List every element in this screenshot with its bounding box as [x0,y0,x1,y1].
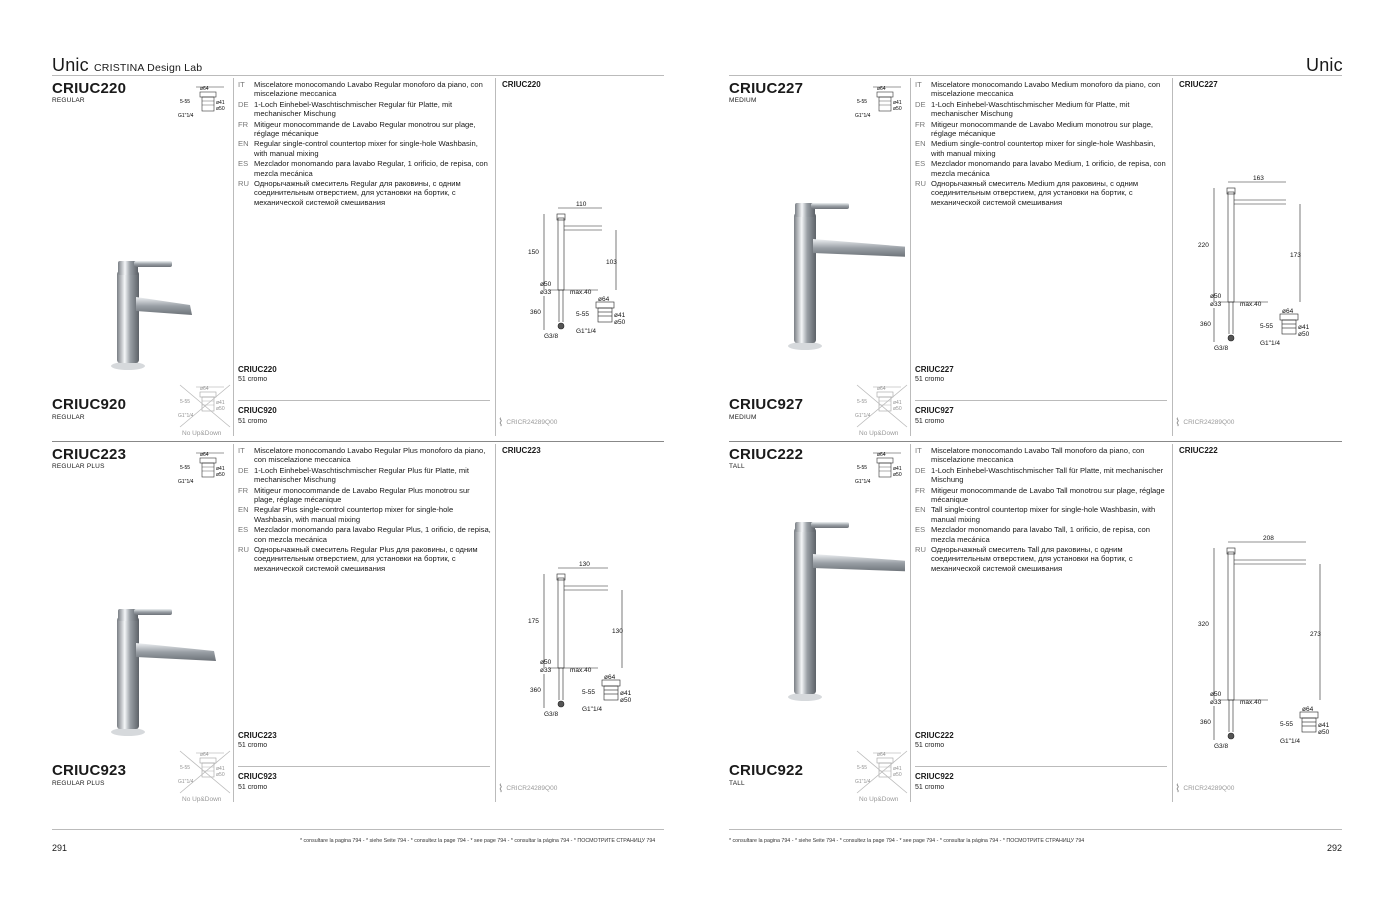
svg-text:G3/8: G3/8 [1214,345,1229,352]
product-code: CRIUC223 [52,446,127,463]
svg-text:ø41: ø41 [893,400,902,406]
svg-text:ø50: ø50 [1210,691,1222,698]
technical-drawing [1184,174,1384,374]
description-text: Tall single-control countertop mixer for single-hole Washbasin, with manual mixing [931,505,1156,524]
svg-text:ø64: ø64 [1302,706,1314,713]
svg-text:G1"1/4: G1"1/4 [178,479,194,485]
description-text: 1-Loch Einhebel-Waschtischmischer Regular Plus für Platte, mit mechanischer Mischung [254,465,469,485]
language-code: IT [238,446,245,455]
svg-text:ø64: ø64 [200,452,209,458]
svg-text:G1"1/4: G1"1/4 [1260,340,1281,347]
finish-alt-code: CRIUC920 [238,406,277,415]
technical-drawing [514,200,704,362]
description-row [915,486,1169,505]
language-code: ES [915,525,926,535]
description-text: Miscelatore monocomando Lavabo Medium monoforo da piano, con miscelazione meccanica [931,80,1161,99]
description-text: Однорычажный смеситель Regular Plus для раковины, с одним соединительным отверстием, для установки на бортик, с механической системой смешивания [254,545,478,573]
alt-product-variant: MEDIUM [729,414,757,421]
alt-product-code: CRIUC920 [52,396,127,413]
svg-text:163: 163 [1253,175,1264,182]
svg-text:ø41: ø41 [1318,722,1330,729]
certification-code: CRICR24289Q00 [506,419,558,426]
right-footer-note: * consultare la pagina 794 - * siehe Seite 794 - * consultez la page 794 - * see page 794 - * consultar la página 794 - * ПОСМОТРИТЕ СТРАНИЦУ 794 [729,838,1085,844]
description-text: Mitigeur monocommande de Lavabo Medium monotrou sur plage, réglage mécanique [931,119,1154,139]
description-text: Medium single-control countertop mixer for single-hole Washbasin, with manual mixing [931,139,1156,158]
left-header-rule [52,75,664,76]
svg-text:ø50: ø50 [216,772,225,778]
technical-drawing-wrap [1184,174,1384,379]
no-updown-waste-icon [855,383,909,429]
description-text: Mezclador monomando para lavabo Regular, 1 orificio, de repisa, con mezcla mecánica [254,159,488,178]
svg-text:ø50: ø50 [1210,293,1222,300]
product-variant: TALL [729,463,745,470]
no-updown-label: No Up&Down [182,796,222,803]
language-code: FR [915,485,926,495]
technical-drawing-wrap [1184,534,1394,777]
language-code: EN [238,505,249,515]
description-row [238,80,492,99]
svg-text:ø41: ø41 [614,312,626,319]
svg-text:max.40: max.40 [1240,699,1262,706]
column-divider [1172,444,1173,802]
alt-product-variant: REGULAR [52,414,85,421]
description-text: 1-Loch Einhebel-Waschtischmischer Tall für Platte, mit mechanischer Mischung [931,465,1164,485]
svg-text:ø50: ø50 [540,281,552,288]
drawing-product-code: CRIUC222 [1179,446,1218,455]
svg-text:360: 360 [1200,321,1211,328]
description-list [915,446,1169,574]
svg-text:G1"1/4: G1"1/4 [582,706,603,713]
description-row [238,100,492,119]
description-row [915,179,1169,207]
language-code: ES [238,159,249,169]
technical-drawing-wrap [514,560,704,745]
svg-text:208: 208 [1263,535,1274,542]
svg-text:ø50: ø50 [893,106,902,112]
svg-text:ø64: ø64 [200,386,209,392]
svg-text:5-55: 5-55 [582,689,596,696]
finish-label: 51 cromo [915,742,945,749]
description-text: Mitigeur monocommande de Lavabo Regular Plus monotrou sur plage, réglage mécanique [254,485,470,505]
description-text: Однорычажный смеситель Regular для раковины, с одним соединительным отверстием, для установки на бортик, с механической системой смешивания [254,179,461,207]
svg-text:273: 273 [1310,631,1321,638]
description-text: Miscelatore monocomando Lavabo Regular monoforo da piano, con miscelazione meccanica [254,80,483,99]
description-row [915,525,1169,544]
description-row [238,525,492,544]
description-text: Mitigeur monocommande de Lavabo Regular monotrou sur plage, réglage mécanique [254,119,476,139]
description-text: Miscelatore monocomando Lavabo Regular Plus monoforo da piano, con miscelazione meccanica [254,446,486,465]
product-block-criuc227 [729,78,1342,440]
svg-text:360: 360 [1200,719,1211,726]
svg-text:5-55: 5-55 [1260,323,1274,330]
waste-drawing-icon [178,83,232,129]
description-row [238,139,492,158]
language-code: RU [238,179,249,189]
technical-drawing-wrap [514,200,704,367]
svg-text:110: 110 [576,201,587,208]
certification-code: CRICR24289Q00 [1183,785,1235,792]
svg-text:ø41: ø41 [1298,324,1310,331]
language-code: EN [915,505,926,515]
svg-text:ø41: ø41 [216,466,225,472]
finish-alt-label: 51 cromo [915,418,945,425]
water-label-icon: ⌇ [1175,417,1181,429]
waste-drawing-icon [855,449,909,495]
svg-text:130: 130 [579,561,590,568]
description-text: Mezclador monomando para lavabo Tall, 1 orificio, de repisa, con mezcla mecánica [931,525,1150,544]
description-row [915,159,1169,178]
left-brand-title [52,55,202,76]
product-block-criuc222 [729,444,1342,806]
svg-text:5-55: 5-55 [180,99,191,105]
svg-text:G3/8: G3/8 [544,711,559,718]
left-page-number: 291 [52,843,68,853]
column-divider [910,444,911,802]
svg-text:5-55: 5-55 [857,99,868,105]
language-code: IT [915,80,922,89]
no-updown-waste [855,749,909,800]
description-row [238,120,492,139]
language-code: FR [238,119,249,129]
svg-text:ø41: ø41 [216,766,225,772]
svg-text:ø33: ø33 [540,667,552,674]
finish-alt-label: 51 cromo [238,784,268,791]
alt-product-code: CRIUC927 [729,396,804,413]
svg-text:ø64: ø64 [1282,308,1294,315]
language-code: EN [915,139,926,149]
description-row [915,545,1169,573]
svg-text:5-55: 5-55 [180,399,191,405]
no-updown-waste-icon [178,383,232,429]
language-code: DE [238,465,249,475]
description-row [238,505,492,524]
finish-divider [238,766,490,767]
column-divider [495,444,496,802]
column-divider [1172,78,1173,436]
svg-text:ø41: ø41 [893,466,902,472]
svg-text:5-55: 5-55 [857,765,868,771]
description-text: Mezclador monomando para lavabo Medium, 1 orificio, de repisa, con mezcla mecánica [931,159,1166,178]
description-text: Regular single-control countertop mixer for single-hole Washbasin, with manual mixing [254,139,478,158]
product-block-criuc223 [52,444,665,806]
svg-text:max.40: max.40 [570,667,592,674]
product-photo [88,183,228,388]
description-row [915,505,1169,524]
product-variant: REGULAR [52,97,85,104]
certification-code: CRICR24289Q00 [506,785,558,792]
description-text: 1-Loch Einhebel-Waschtischmischer Medium für Platte, mit mechanischer Mischung [931,99,1130,119]
no-updown-waste [178,383,232,434]
svg-text:5-55: 5-55 [576,311,590,318]
certification [1175,782,1234,795]
language-code: ES [238,525,249,535]
svg-text:G1"1/4: G1"1/4 [855,113,871,119]
no-updown-label: No Up&Down [182,430,222,437]
waste-drawing-icon [178,449,232,495]
svg-text:173: 173 [1290,252,1301,259]
svg-text:ø41: ø41 [893,100,902,106]
svg-text:175: 175 [528,618,539,625]
language-code: ES [915,159,926,169]
svg-text:G1"1/4: G1"1/4 [178,113,194,119]
svg-text:360: 360 [530,309,541,316]
finish-alt-code: CRIUC927 [915,406,954,415]
description-row [238,486,492,505]
finish-label: 51 cromo [915,376,945,383]
faucet-photo [765,514,905,714]
product-photo [765,163,905,368]
svg-text:G3/8: G3/8 [544,333,559,340]
finish-label: 51 cromo [238,376,268,383]
svg-text:ø50: ø50 [1318,729,1330,736]
alt-product-code: CRIUC922 [729,762,804,779]
svg-text:G1"1/4: G1"1/4 [1280,738,1301,745]
brand-subtitle: CRISTINA Design Lab [94,62,203,74]
svg-text:ø64: ø64 [877,386,886,392]
svg-text:max.40: max.40 [570,289,592,296]
certification [498,782,557,795]
language-code: DE [915,465,926,475]
svg-text:103: 103 [606,259,617,266]
finish-divider [915,766,1167,767]
right-footer-rule [729,829,1342,830]
alt-product-code: CRIUC923 [52,762,127,779]
faucet-photo [88,549,228,749]
finish-divider [915,400,1167,401]
left-footer-note: * consultare la pagina 794 - * siehe Seite 794 - * consultez la page 794 - * see page 794 - * consultar la página 794 - * ПОСМОТРИТЕ СТРАНИЦУ 794 [300,838,656,844]
description-text: 1-Loch Einhebel-Waschtischmischer Regular für Platte, mit mechanischer Mischung [254,99,453,119]
svg-text:ø50: ø50 [614,319,626,326]
language-code: FR [915,119,926,129]
description-row [915,80,1169,99]
language-code: EN [238,139,249,149]
no-updown-waste [178,749,232,800]
svg-text:max.40: max.40 [1240,301,1262,308]
description-text: Однорычажный смеситель Medium для раковины, с одним соединительным отверстием, для установки на бортик, с механической системой смешивания [931,179,1139,207]
description-row [238,446,492,465]
svg-text:ø41: ø41 [216,400,225,406]
description-text: Regular Plus single-control countertop mixer for single-hole Washbasin, with manual mixing [254,505,454,524]
svg-text:ø64: ø64 [200,86,209,92]
description-list [238,446,492,574]
svg-text:ø64: ø64 [604,674,616,681]
product-code: CRIUC220 [52,80,127,97]
description-list [915,80,1169,208]
no-updown-label: No Up&Down [859,430,899,437]
svg-text:5-55: 5-55 [1280,721,1294,728]
svg-text:ø64: ø64 [877,752,886,758]
waste-drawing [855,449,909,500]
svg-text:360: 360 [530,687,541,694]
description-row [238,466,492,485]
description-text: Mezclador monomando para lavabo Regular Plus, 1 orificio, de repisa, con mezcla mecánica [254,525,491,544]
column-divider [495,78,496,436]
water-label-icon: ⌇ [1175,783,1181,795]
svg-text:ø33: ø33 [1210,699,1222,706]
svg-text:ø41: ø41 [893,766,902,772]
svg-text:G1"1/4: G1"1/4 [178,779,194,785]
product-block-criuc220 [52,78,665,440]
svg-text:ø50: ø50 [893,406,902,412]
technical-drawing [1184,534,1394,772]
svg-text:5-55: 5-55 [180,465,191,471]
svg-text:320: 320 [1198,621,1209,628]
svg-text:G1"1/4: G1"1/4 [855,779,871,785]
description-row [915,466,1169,485]
drawing-product-code: CRIUC220 [502,80,541,89]
finish-alt-label: 51 cromo [915,784,945,791]
technical-drawing [514,560,704,740]
svg-text:150: 150 [528,249,539,256]
alt-product-variant: REGULAR PLUS [52,780,105,787]
waste-drawing [855,83,909,134]
no-updown-waste-icon [855,749,909,795]
language-code: FR [238,485,249,495]
svg-text:130: 130 [612,628,623,635]
waste-drawing-icon [855,83,909,129]
language-code: DE [915,99,926,109]
drawing-product-code: CRIUC223 [502,446,541,455]
description-row [238,179,492,207]
svg-text:G3/8: G3/8 [1214,743,1229,750]
column-divider [233,444,234,802]
alt-product-variant: TALL [729,780,745,787]
svg-text:ø41: ø41 [620,690,632,697]
svg-text:ø50: ø50 [216,106,225,112]
finish-product-code: CRIUC222 [915,731,954,740]
svg-text:G1"1/4: G1"1/4 [855,479,871,485]
left-section-divider [52,441,664,442]
product-variant: MEDIUM [729,97,757,104]
svg-text:5-55: 5-55 [857,465,868,471]
product-code: CRIUC222 [729,446,804,463]
no-updown-waste [855,383,909,434]
svg-text:ø64: ø64 [598,296,610,303]
language-code: IT [915,446,922,455]
description-row [915,100,1169,119]
language-code: RU [915,545,926,555]
left-footer-rule [52,829,664,830]
drawing-product-code: CRIUC227 [1179,80,1218,89]
product-code: CRIUC227 [729,80,804,97]
description-row [238,159,492,178]
product-photo [765,514,905,719]
svg-text:5-55: 5-55 [857,399,868,405]
language-code: RU [238,545,249,555]
description-row [238,545,492,573]
svg-text:G1"1/4: G1"1/4 [855,413,871,419]
svg-text:ø64: ø64 [877,86,886,92]
svg-text:ø64: ø64 [877,452,886,458]
svg-text:ø50: ø50 [1298,331,1310,338]
description-text: Mitigeur monocommande de Lavabo Tall monotrou sur plage, réglage mécanique [931,485,1165,505]
waste-drawing [178,83,232,134]
svg-text:ø50: ø50 [893,772,902,778]
finish-divider [238,400,490,401]
svg-text:220: 220 [1198,242,1209,249]
finish-product-code: CRIUC227 [915,365,954,374]
description-row [915,120,1169,139]
description-text: Однорычажный смеситель Tall для раковины, с одним соединительным отверстием, для установки на бортик, с механической системой смешивания [931,545,1133,573]
no-updown-label: No Up&Down [859,796,899,803]
description-list [238,80,492,208]
column-divider [910,78,911,436]
svg-text:5-55: 5-55 [180,765,191,771]
right-header-rule [729,75,1342,76]
water-label-icon: ⌇ [498,783,504,795]
language-code: DE [238,99,249,109]
finish-alt-code: CRIUC923 [238,772,277,781]
no-updown-waste-icon [178,749,232,795]
certification-code: CRICR24289Q00 [1183,419,1235,426]
finish-alt-label: 51 cromo [238,418,268,425]
svg-text:ø64: ø64 [200,752,209,758]
svg-text:ø41: ø41 [216,100,225,106]
certification [1175,416,1234,429]
svg-text:ø50: ø50 [216,406,225,412]
svg-text:ø33: ø33 [540,289,552,296]
right-page-number: 292 [1327,843,1343,853]
column-divider [233,78,234,436]
description-row [915,139,1169,158]
faucet-photo [88,183,228,383]
finish-product-code: CRIUC223 [238,731,277,740]
finish-label: 51 cromo [238,742,268,749]
waste-drawing [178,449,232,500]
finish-alt-code: CRIUC922 [915,772,954,781]
language-code: IT [238,80,245,89]
svg-text:ø33: ø33 [1210,301,1222,308]
product-variant: REGULAR PLUS [52,463,105,470]
water-label-icon: ⌇ [498,417,504,429]
description-row [915,446,1169,465]
right-brand-title: Unic [1306,55,1343,75]
certification [498,416,557,429]
product-photo [88,549,228,754]
svg-text:ø50: ø50 [216,472,225,478]
svg-text:ø50: ø50 [620,697,632,704]
faucet-photo [765,163,905,363]
svg-text:G1"1/4: G1"1/4 [178,413,194,419]
svg-text:ø50: ø50 [540,659,552,666]
svg-text:ø50: ø50 [893,472,902,478]
description-text: Miscelatore monocomando Lavabo Tall monoforo da piano, con miscelazione meccanica [931,446,1145,465]
right-section-divider [729,441,1342,442]
svg-text:G1"1/4: G1"1/4 [576,328,597,335]
brand-name: Unic [52,55,89,75]
language-code: RU [915,179,926,189]
finish-product-code: CRIUC220 [238,365,277,374]
